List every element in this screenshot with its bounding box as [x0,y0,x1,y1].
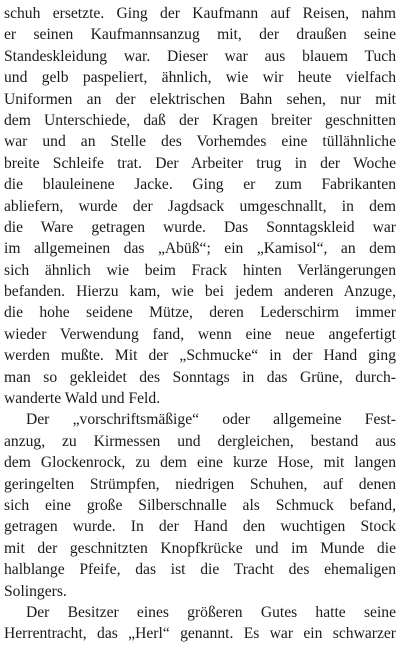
text-line: dem Unterschiede, daß der Kragen breiter geschnitten [4,111,396,129]
text-line: Uniformen an der elektrischen Bahn sehen, nur mit [4,90,396,108]
text-line: die blauleinene Jacke. Ging er zum Fabrikanten [4,176,396,194]
text-line: sich eine große Silberschnalle als Schmuck befand, [4,496,396,514]
text-line: man so gekleidet des Sonntags in das Grüne, durch- [4,368,396,386]
text-line: war und an Stelle des Vorhemdes eine tüllähnliche [4,133,396,151]
text-line: Der „vorschriftsmäßige“ oder allgemeine Fest- [26,411,396,429]
text-line: dem Glockenrock, zu dem eine kurze Hose, mit langen [4,454,396,472]
text-line: mit der geschnitzten Knopfkrücke und im Munde die [4,539,396,557]
text-line: abliefern, wurde der Jagdsack umgeschnallt, in dem [4,197,396,215]
text-line: werden mußte. Mit der „Schmucke“ in der Hand ging [4,347,396,365]
document-page [4,3,396,645]
text-line: sich ähnlich wie beim Frack hinten Verlängerungen [4,261,396,279]
text-line: befanden. Hierzu kam, wie bei jedem anderen Anzuge, [4,283,396,301]
text-line: getragen wurde. In der Hand den wuchtigen Stock [4,518,396,536]
text-line: geringelten Strümpfen, niedrigen Schuhen, auf denen [4,475,396,493]
text-line: die Ware getragen wurde. Das Sonntagskleid war [4,218,396,236]
text-line: Der Besitzer eines größeren Gutes hatte seine [26,603,396,621]
text-line: halblange Pfeife, das ist die Tracht des ehemaligen [4,561,396,579]
text-line: breite Schleife trat. Der Arbeiter trug in der Woche [4,154,396,172]
text-body [4,3,396,645]
text-line: im allgemeinen das „Abüß“; ein „Kamisol“, an dem [4,240,396,258]
text-line: schuh ersetzte. Ging der Kaufmann auf Reisen, nahm [4,5,396,22]
text-line: Solingers. [4,582,67,600]
text-line: die hohe seidene Mütze, deren Lederschirm immer [4,304,396,322]
text-line: Herrentracht, das „Herl“ genannt. Es war ein schwarzer [4,625,396,643]
text-line: er seinen Kaufmannsanzug mit, der draußen seine [4,26,396,44]
text-line: Standeskleidung war. Dieser war aus blauem Tuch [4,47,396,65]
text-line: wanderte Wald und Feld. [4,390,161,408]
text-line: wieder Verwendung fand, wenn eine neue angefertigt [4,325,396,343]
text-line: anzug, zu Kirmessen und dergleichen, bestand aus [4,432,396,450]
text-line: und gelb paspeliert, ähnlich, wie wir heute vielfach [4,69,396,87]
